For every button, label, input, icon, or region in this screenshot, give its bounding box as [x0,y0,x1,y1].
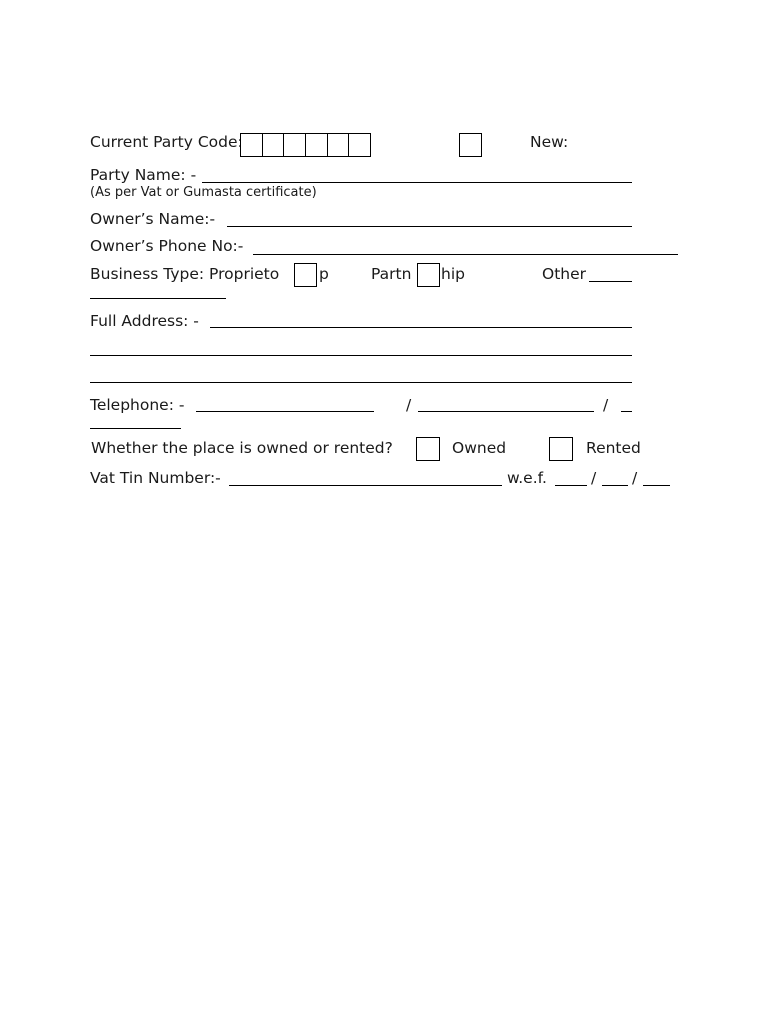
other-line-continued[interactable] [90,298,226,299]
party-code-cell-5[interactable] [327,133,350,157]
partnership-tail: hip [441,265,465,283]
party-code-cell-3[interactable] [283,133,306,157]
telephone-slash-1: / [406,396,412,414]
party-name-note: (As per Vat or Gumasta certificate) [90,185,317,200]
vat-tin-line[interactable] [229,485,502,486]
wef-month-line[interactable] [602,485,628,486]
current-party-code-label: Current Party Code: [90,133,243,151]
rented-checkbox[interactable] [549,437,573,461]
new-label: New: [530,133,569,151]
full-address-label: Full Address: - [90,312,199,330]
party-code-cell-2[interactable] [262,133,285,157]
rented-label: Rented [586,439,641,457]
proprietorship-tail: p [319,265,329,283]
owners-name-line[interactable] [227,226,632,227]
other-label: Other [542,265,587,283]
telephone-label: Telephone: - [90,396,185,414]
telephone-line-1[interactable] [196,411,374,412]
telephone-line-3-continued[interactable] [90,428,181,429]
partnership-head: Partn [371,265,412,283]
wef-day-line[interactable] [555,485,587,486]
telephone-slash-2: / [603,396,609,414]
telephone-line-3[interactable] [621,411,632,412]
wef-slash-1: / [591,469,597,487]
partnership-checkbox[interactable] [417,263,440,287]
party-code-boxes[interactable] [240,133,371,157]
wef-year-line[interactable] [643,485,670,486]
wef-slash-2: / [632,469,638,487]
owned-checkbox[interactable] [416,437,440,461]
proprietorship-checkbox[interactable] [294,263,317,287]
wef-label: w.e.f. [507,469,547,487]
party-code-cell-1[interactable] [240,133,263,157]
place-question: Whether the place is owned or rented? [91,439,393,457]
address-line-3[interactable] [90,382,632,383]
owners-name-label: Owner’s Name:- [90,210,216,228]
telephone-line-2[interactable] [418,411,594,412]
owned-label: Owned [452,439,507,457]
owners-phone-line[interactable] [253,254,678,255]
party-code-cell-4[interactable] [305,133,328,157]
address-line-1[interactable] [210,327,632,328]
business-type-label: Business Type: Proprieto [90,265,280,283]
party-name-label: Party Name: - [90,166,197,184]
vat-tin-label: Vat Tin Number:- [90,469,221,487]
owners-phone-label: Owner’s Phone No:- [90,237,244,255]
new-party-checkbox[interactable] [459,133,482,157]
party-name-line[interactable] [202,182,632,183]
other-line[interactable] [589,281,632,282]
address-line-2[interactable] [90,355,632,356]
party-code-cell-6[interactable] [348,133,371,157]
